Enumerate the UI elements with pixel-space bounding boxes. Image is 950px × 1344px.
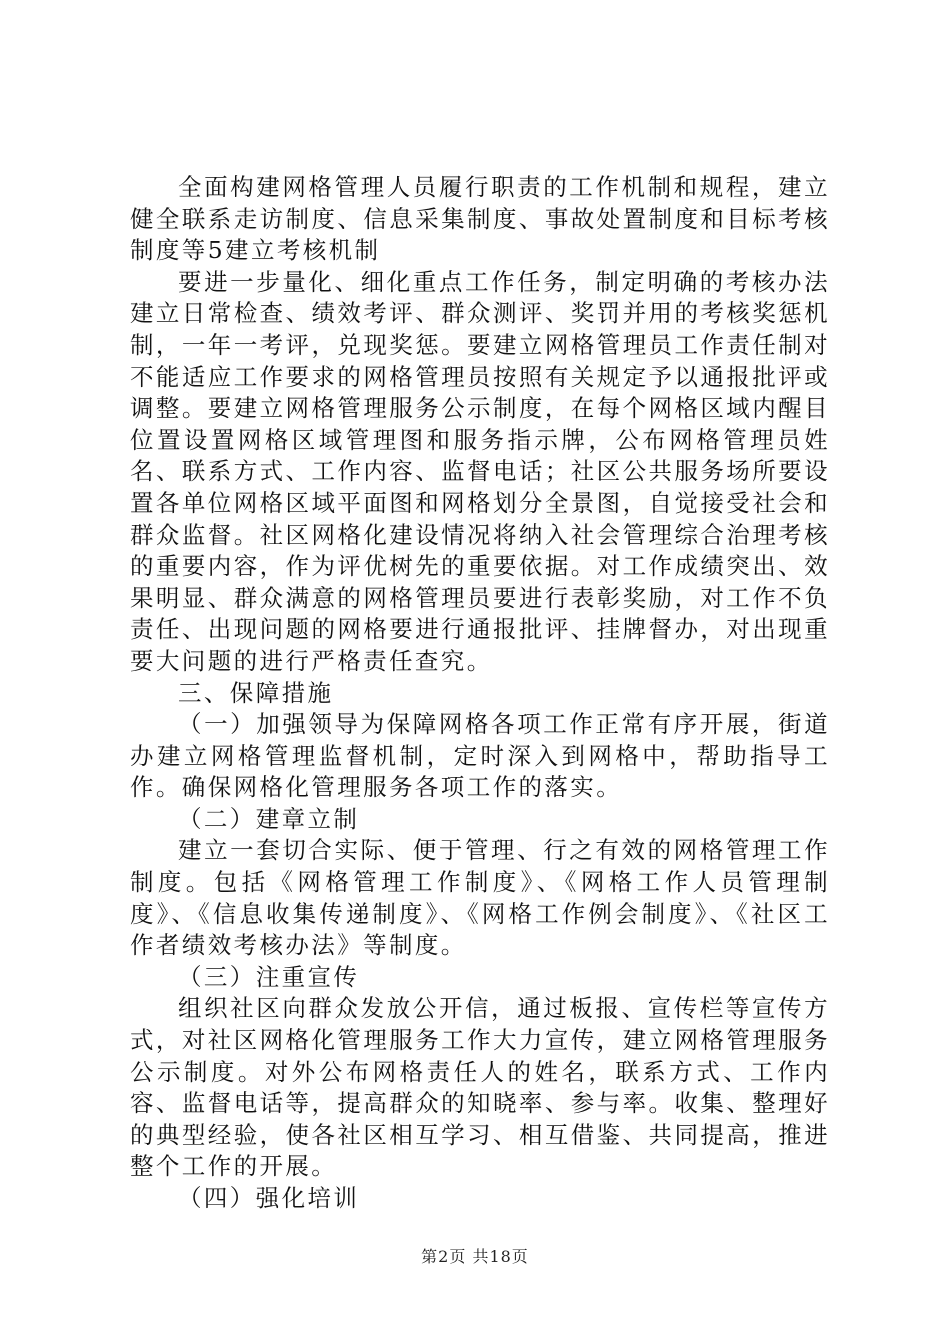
subheading-publicity: （三）注重宣传 — [178, 962, 360, 991]
paragraph-mechanism: 全面构建网格管理人员履行职责的工作机制和规程，建立健全联系走访制度、信息采集制度、事故处置制度和目标考核制度等5建立考核机制 — [130, 173, 830, 265]
section-heading-safeguards: 三、保障措施 — [178, 678, 334, 707]
paragraph-leadership: （一）加强领导为保障网格各项工作正常有序开展，街道办建立网格管理监督机制，定时深入到网格中，帮助指导工作。确保网格化管理服务各项工作的落实。 — [130, 710, 830, 802]
paragraph-assessment: 要进一步量化、细化重点工作任务，制定明确的考核办法建立日常检查、绩效考评、群众测评、奖罚并用的考核奖惩机制，一年一考评，兑现奖惩。要建立网格管理员工作责任制对不能适应工作要求的网格管理员按照有关规定予以通报批评或调整。要建立网格管理服务公示制度，在每个网格区域内醒目位置设置网格区域管理图和服务指示牌，公布网格管理员姓名、联系方式、工作内容、监督电话；社区公共服务场所要设置各单位网格区域平面图和网格划分全景图，自觉接受社会和群众监督。社区网格化建设情况将纳入社会管理综合治理考核的重要内容，作为评优树先的重要依据。对工作成绩突出、效果明显、群众满意的网格管理员要进行表彰奖励，对工作不负责任、出现问题的网格要进行通报批评、挂牌督办，对出现重要大问题的进行严格责任查究。 — [130, 267, 830, 675]
subheading-rules: （二）建章立制 — [178, 804, 360, 833]
paragraph-publicity: 组织社区向群众发放公开信，通过板报、宣传栏等宣传方式，对社区网格化管理服务工作大力宣传，建立网格管理服务公示制度。对外公布网格责任人的姓名，联系方式、工作内容、监督电话等，提高群众的知晓率、参与率。收集、整理好的典型经验，使各社区相互学习、相互借鉴、共同提高，推进整个工作的开展。 — [130, 994, 830, 1181]
paragraph-rules: 建立一套切合实际、便于管理、行之有效的网格管理工作制度。包括《网格管理工作制度》、《网格工作人员管理制度》、《信息收集传递制度》、《网格工作例会制度》、《社区工作者绩效考核办法》等制度。 — [130, 836, 830, 960]
page-number-footer: 第2页 共18页 — [421, 1247, 529, 1266]
document-body — [130, 172, 830, 1215]
subheading-training: （四）强化培训 — [178, 1184, 360, 1212]
